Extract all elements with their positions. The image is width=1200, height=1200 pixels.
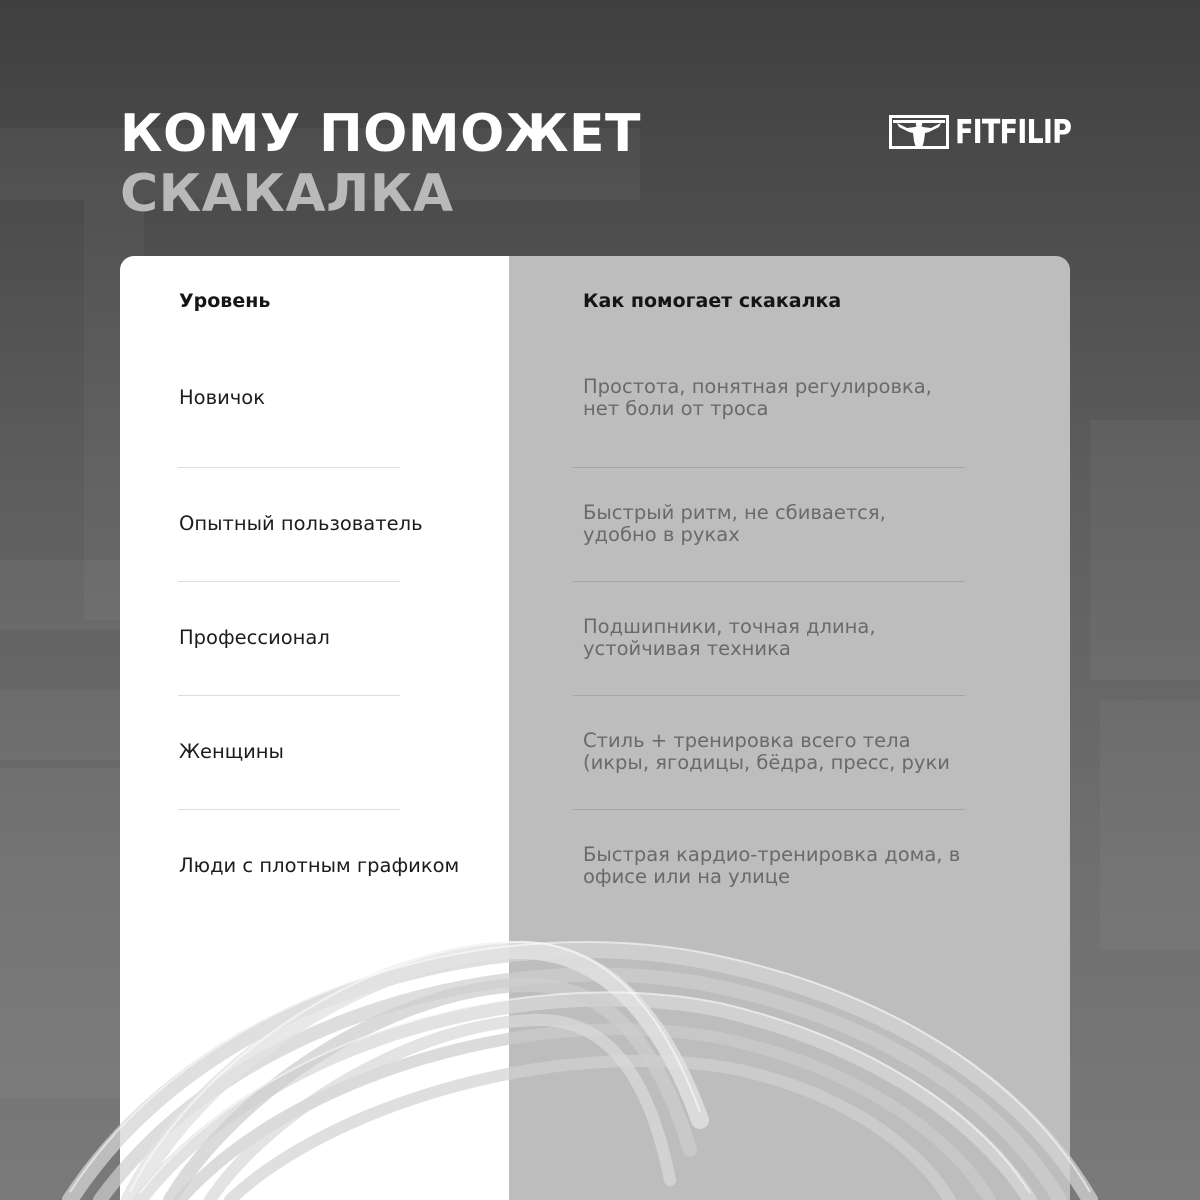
level-cell: Новичок xyxy=(179,386,265,409)
row-divider xyxy=(178,467,400,468)
comparison-table xyxy=(120,256,1070,1200)
level-cell: Люди с плотным графиком xyxy=(179,854,460,877)
page-title xyxy=(120,104,641,224)
title-line-2: СКАКАЛКА xyxy=(120,164,454,224)
title-line-1: КОМУ ПОМОЖЕТ xyxy=(120,104,641,164)
row-divider xyxy=(178,695,400,696)
benefit-cell: Быстрый ритм, не сбивается, удобно в руках xyxy=(583,501,886,546)
row-divider xyxy=(573,581,965,582)
benefit-cell: Быстрая кардио-тренировка дома, в офисе или на улице xyxy=(583,843,961,888)
row-divider xyxy=(573,809,965,810)
benefit-header: Как помогает скакалка xyxy=(583,290,842,312)
brand-logo xyxy=(889,112,1071,151)
benefit-cell: Стиль + тренировка всего тела (икры, ягодицы, бёдра, пресс, руки xyxy=(583,729,950,774)
level-header: Уровень xyxy=(179,290,271,312)
row-divider xyxy=(573,467,965,468)
row-divider xyxy=(178,581,400,582)
brand-name: FITFILIP xyxy=(955,112,1072,151)
level-cell: Опытный пользователь xyxy=(179,512,423,535)
row-divider xyxy=(573,695,965,696)
benefit-column xyxy=(509,256,1070,1200)
benefit-cell: Подшипники, точная длина, устойчивая техника xyxy=(583,615,876,660)
level-cell: Женщины xyxy=(179,740,284,763)
row-divider xyxy=(178,809,400,810)
level-column xyxy=(120,256,509,1200)
benefit-cell: Простота, понятная регулировка, нет боли от троса xyxy=(583,375,932,420)
level-cell: Профессионал xyxy=(179,626,330,649)
athlete-pullup-icon xyxy=(889,115,949,149)
